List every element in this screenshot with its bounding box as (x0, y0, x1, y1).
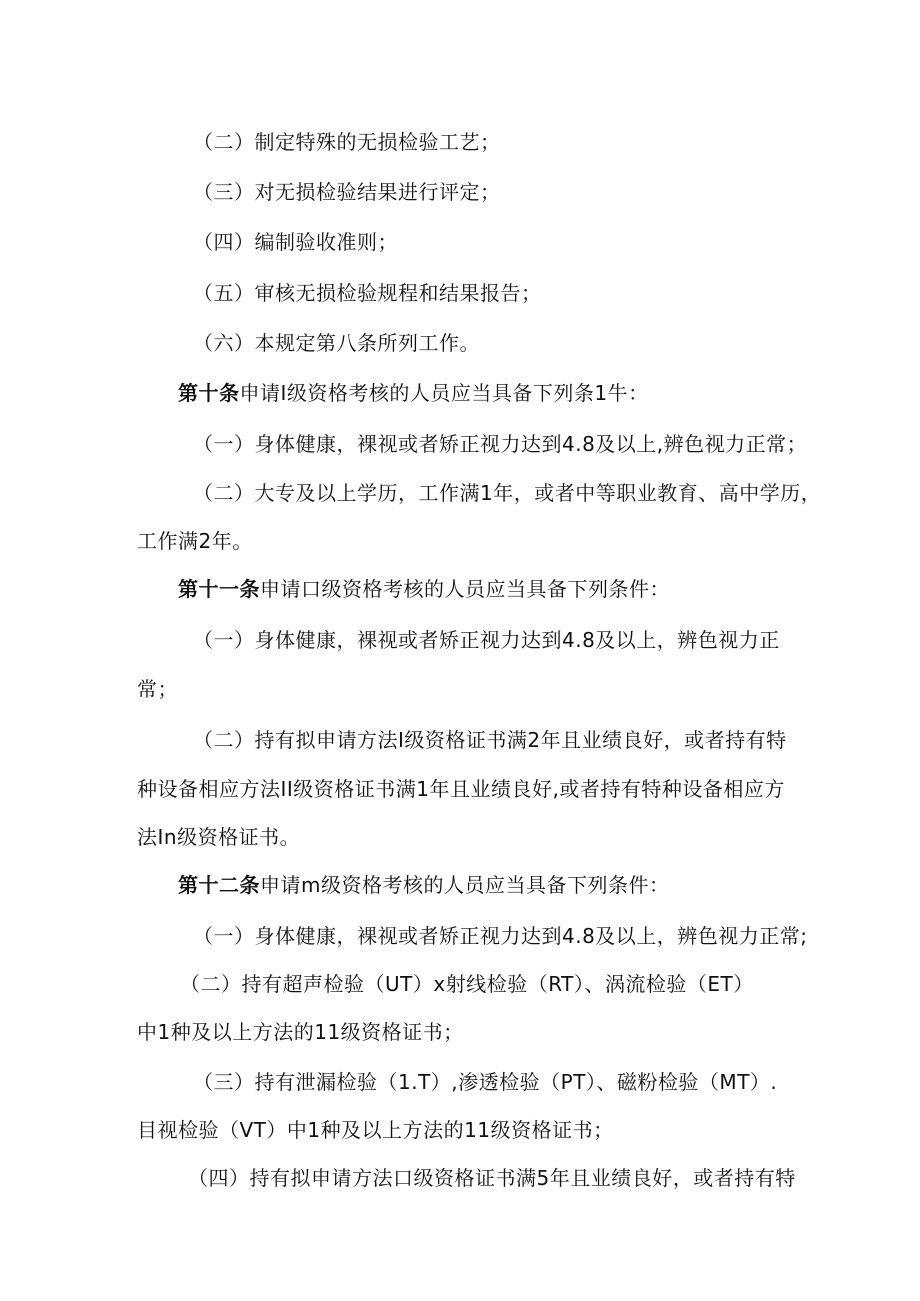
text-line: 目视检验（VT）中1种及以上方法的11级资格证书； (137, 1118, 614, 1142)
article-text: 申请口级资格考核的人员应当具备下列条件： (260, 577, 670, 601)
text-line: （一）身体健康，裸视或者矫正视力达到4.8及以上,辨色视力正常； (193, 432, 808, 456)
text-line: 常； (137, 677, 178, 701)
text-line: （二）持有拟申请方法I级资格证书满2年且业绩良好，或者持有特 (193, 728, 787, 752)
text-line: 中1种及以上方法的11级资格证书； (137, 1020, 464, 1044)
article-11 (178, 575, 670, 603)
article-heading: 第十条 (178, 381, 240, 405)
text-line: （二）大专及以上学历，工作满1年，或者中等职业教育、高中学历， (193, 481, 822, 505)
text-line: （五）审核无损检验规程和结果报告； (193, 281, 542, 305)
text-line: （四）编制验收准则； (193, 230, 398, 254)
text-line: （三）对无损检验结果进行评定； (193, 180, 501, 204)
text-line: （六）本规定第八条所列工作。 (193, 331, 480, 355)
text-line: （二）持有超声检验（UT）x射线检验（RT）、涡流检验（ET） (180, 972, 754, 996)
article-text: 申请m级资格考核的人员应当具备下列条件： (260, 873, 670, 897)
text-line: 法In级资格证书。 (137, 825, 301, 849)
article-12 (178, 871, 669, 899)
article-heading: 第十一条 (178, 577, 260, 601)
text-line: 工作满2年。 (137, 529, 253, 553)
article-10 (178, 379, 649, 407)
text-line: （三）持有泄漏检验（1.T）,渗透检验（PT）、磁粉检验（MT）. (193, 1070, 778, 1094)
text-line: （四）持有拟申请方法口级资格证书满5年且业绩良好，或者持有特 (188, 1166, 796, 1190)
text-line: （二）制定特殊的无损检验工艺； (193, 130, 501, 154)
article-text: 申请I级资格考核的人员应当具备下列条1牛： (239, 381, 649, 405)
text-line: 种设备相应方法II级资格证书满1年且业绩良好,或者持有特种设备相应方 (137, 777, 785, 801)
text-line: （一）身体健康，裸视或者矫正视力达到4.8及以上，辨色视力正常; (193, 924, 808, 948)
article-heading: 第十二条 (178, 873, 260, 897)
text-line: （一）身体健康，裸视或者矫正视力达到4.8及以上，辨色视力正 (193, 628, 780, 652)
